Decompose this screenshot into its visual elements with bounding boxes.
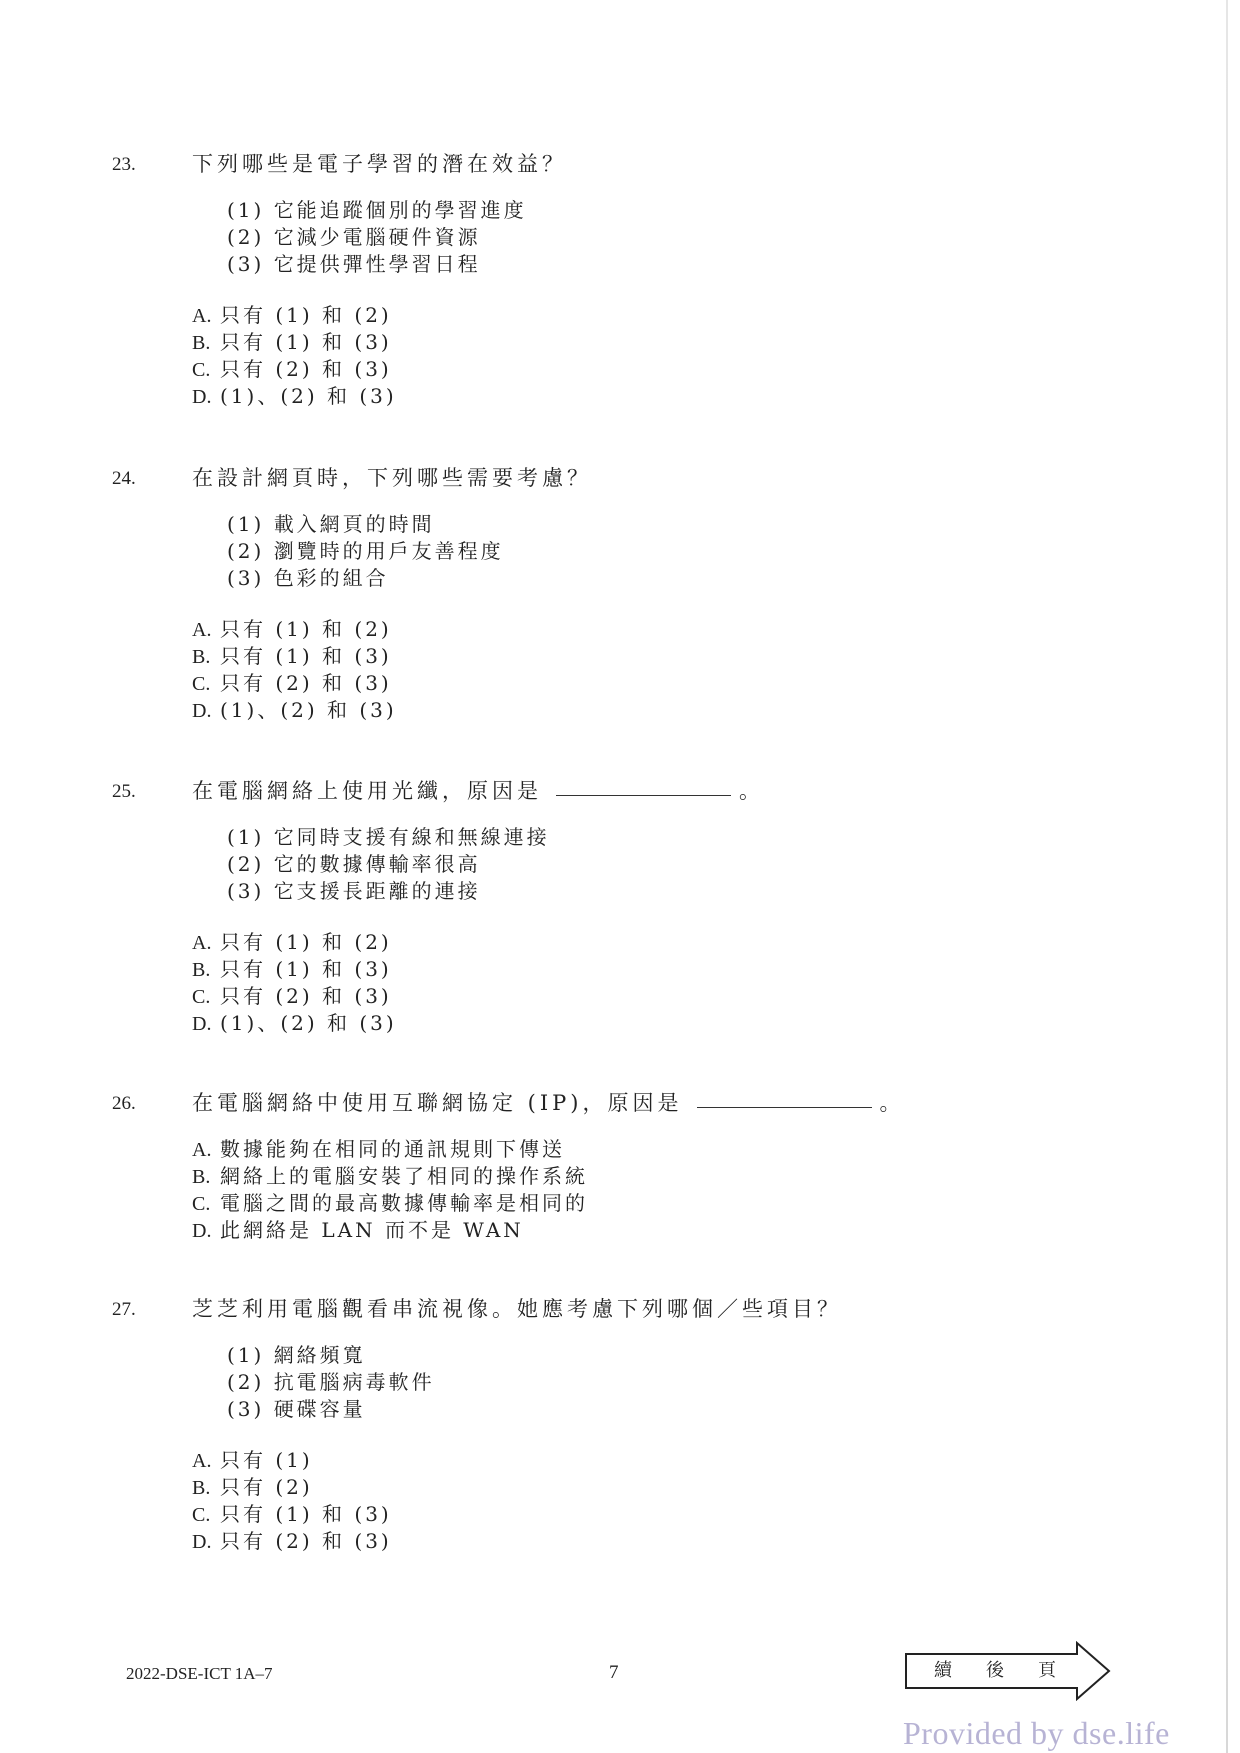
option-letter: A. bbox=[192, 305, 212, 327]
continue-label: 續後頁 bbox=[934, 1660, 1090, 1681]
page-edge bbox=[1226, 0, 1228, 1753]
option-letter: B. bbox=[192, 1166, 211, 1188]
option-list bbox=[192, 302, 397, 410]
statement-1: (1) 它能追蹤個別的學習進度 bbox=[227, 198, 527, 222]
option-letter: A. bbox=[192, 932, 212, 954]
paper-code: 2022-DSE-ICT 1A–7 bbox=[126, 1664, 273, 1683]
option-text: 只有 (1) 和 (2) bbox=[220, 930, 392, 954]
option-letter: B. bbox=[192, 332, 211, 354]
option-list bbox=[192, 929, 397, 1037]
option-b bbox=[192, 956, 397, 983]
option-list bbox=[192, 1136, 588, 1244]
option-b bbox=[192, 643, 397, 670]
question-stem: 芝芝利用電腦觀看串流視像。她應考慮下列哪個／些項目？ bbox=[192, 1297, 842, 1321]
option-letter: C. bbox=[192, 986, 211, 1008]
option-letter: C. bbox=[192, 1193, 211, 1215]
option-a bbox=[192, 302, 397, 329]
option-letter: A. bbox=[192, 619, 212, 641]
stem-end: 。 bbox=[879, 1091, 905, 1115]
option-list bbox=[192, 1447, 392, 1555]
option-a bbox=[192, 616, 397, 643]
option-list bbox=[192, 616, 397, 724]
option-letter: C. bbox=[192, 359, 211, 381]
option-d bbox=[192, 697, 397, 724]
question-number: 24. bbox=[112, 468, 136, 489]
option-text: 只有 (2) 和 (3) bbox=[220, 1529, 392, 1553]
question-stem-line bbox=[192, 775, 764, 805]
statement-2: (2) 它減少電腦硬件資源 bbox=[227, 225, 481, 249]
option-text: 只有 (2) 和 (3) bbox=[220, 671, 392, 695]
question-stem: 在電腦網絡上使用光纖，原因是 bbox=[192, 779, 542, 803]
statement-2: (2) 瀏覽時的用戶友善程度 bbox=[227, 539, 504, 563]
option-text: 只有 (1) 和 (2) bbox=[220, 617, 392, 641]
option-b bbox=[192, 329, 397, 356]
option-letter: B. bbox=[192, 959, 211, 981]
option-a bbox=[192, 1447, 392, 1474]
statement-2: (2) 抗電腦病毒軟件 bbox=[227, 1370, 435, 1394]
option-text: (1)、(2) 和 (3) bbox=[220, 698, 397, 722]
answer-blank bbox=[556, 795, 731, 796]
option-d bbox=[192, 1217, 588, 1244]
option-text: 只有 (1) 和 (3) bbox=[220, 1502, 392, 1526]
option-c bbox=[192, 1190, 588, 1217]
statement-1: (1) 它同時支援有線和無線連接 bbox=[227, 825, 550, 849]
answer-blank bbox=[697, 1107, 872, 1108]
statement-1: (1) 網絡頻寬 bbox=[227, 1343, 366, 1367]
option-d bbox=[192, 383, 397, 410]
option-text: (1)、(2) 和 (3) bbox=[220, 1011, 397, 1035]
option-text: 只有 (1) 和 (3) bbox=[220, 330, 392, 354]
option-text: 網絡上的電腦安裝了相同的操作系統 bbox=[220, 1164, 588, 1188]
stem-end: 。 bbox=[739, 779, 764, 803]
option-text: 此網絡是 LAN 而不是 WAN bbox=[220, 1218, 524, 1242]
option-text: 電腦之間的最高數據傳輸率是相同的 bbox=[220, 1191, 588, 1215]
option-text: 只有 (2) 和 (3) bbox=[220, 984, 392, 1008]
continue-arrow bbox=[904, 1641, 1114, 1705]
option-c bbox=[192, 670, 397, 697]
option-a bbox=[192, 929, 397, 956]
statement-3: (3) 色彩的組合 bbox=[227, 566, 389, 590]
option-text: 只有 (1) 和 (3) bbox=[220, 644, 392, 668]
option-letter: D. bbox=[192, 1531, 212, 1553]
option-text: (1)、(2) 和 (3) bbox=[220, 384, 397, 408]
option-c bbox=[192, 356, 397, 383]
statement-2: (2) 它的數據傳輸率很高 bbox=[227, 852, 481, 876]
question-stem: 下列哪些是電子學習的潛在效益？ bbox=[192, 152, 567, 176]
statement-list bbox=[227, 1342, 435, 1423]
option-letter: D. bbox=[192, 1220, 212, 1242]
option-text: 只有 (1) bbox=[220, 1448, 313, 1472]
question-number: 27. bbox=[112, 1299, 136, 1320]
statement-3: (3) 它提供彈性學習日程 bbox=[227, 252, 481, 276]
option-letter: C. bbox=[192, 673, 211, 695]
option-c bbox=[192, 983, 397, 1010]
page-number: 7 bbox=[609, 1662, 619, 1683]
option-c bbox=[192, 1501, 392, 1528]
option-b bbox=[192, 1163, 588, 1190]
option-letter: C. bbox=[192, 1504, 211, 1526]
question-number: 26. bbox=[112, 1093, 136, 1114]
option-letter: D. bbox=[192, 1013, 212, 1035]
option-text: 只有 (1) 和 (3) bbox=[220, 957, 392, 981]
watermark: Provided by dse.life bbox=[903, 1715, 1170, 1751]
statement-3: (3) 硬碟容量 bbox=[227, 1397, 366, 1421]
option-letter: A. bbox=[192, 1450, 212, 1472]
question-number: 23. bbox=[112, 154, 136, 175]
option-letter: B. bbox=[192, 1477, 211, 1499]
statement-1: (1) 載入網頁的時間 bbox=[227, 512, 435, 536]
statement-list bbox=[227, 511, 504, 592]
option-text: 只有 (2) bbox=[220, 1475, 313, 1499]
option-d bbox=[192, 1528, 392, 1555]
option-letter: D. bbox=[192, 700, 212, 722]
statement-3: (3) 它支援長距離的連接 bbox=[227, 879, 481, 903]
question-number: 25. bbox=[112, 781, 136, 802]
statement-list bbox=[227, 197, 527, 278]
option-text: 數據能夠在相同的通訊規則下傳送 bbox=[220, 1137, 565, 1161]
option-text: 只有 (1) 和 (2) bbox=[220, 303, 392, 327]
option-letter: A. bbox=[192, 1139, 212, 1161]
question-stem-line bbox=[192, 1087, 905, 1117]
question-stem: 在設計網頁時，下列哪些需要考慮？ bbox=[192, 466, 592, 490]
question-stem: 在電腦網絡中使用互聯網協定 (IP)，原因是 bbox=[192, 1091, 683, 1115]
option-text: 只有 (2) 和 (3) bbox=[220, 357, 392, 381]
statement-list bbox=[227, 824, 550, 905]
option-d bbox=[192, 1010, 397, 1037]
option-b bbox=[192, 1474, 392, 1501]
option-a bbox=[192, 1136, 588, 1163]
option-letter: B. bbox=[192, 646, 211, 668]
option-letter: D. bbox=[192, 386, 212, 408]
